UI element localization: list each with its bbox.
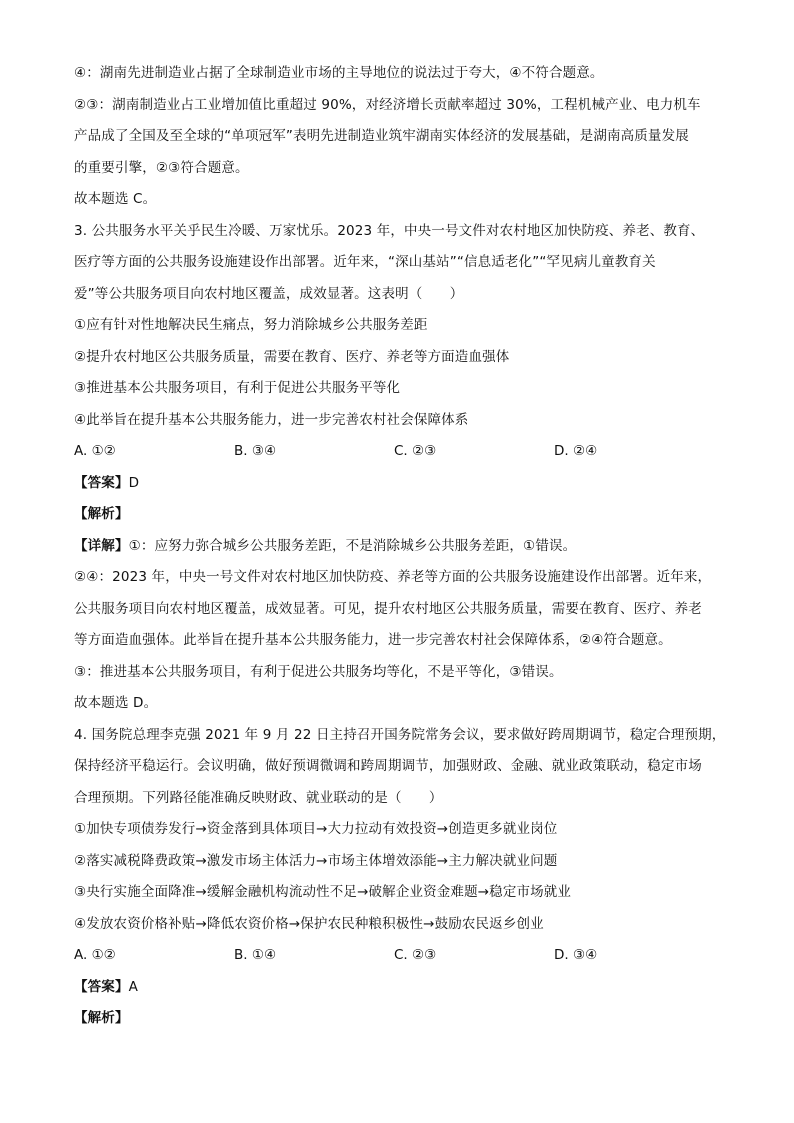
q3-detail-line-4: 等方面造血强体。此举旨在提升基本公共服务能力，进一步完善农村社会保障体系，②④符合题意。: [74, 632, 672, 648]
q3-option-c: C. ②③: [394, 443, 437, 459]
q4-statement-4: ④发放农资价格补贴→降低农资价格→保护农民种粮积极性→鼓励农民返乡创业: [74, 915, 544, 932]
q4-stem-line-3: 合理预期。下列路径能准确反映财政、就业联动的是（ ）: [74, 789, 443, 806]
q3-stem-line-3: 爱”等公共服务项目向农村地区覆盖，成效显著。这表明（ ）: [74, 285, 464, 302]
q3-conclusion: 故本题选 D。: [74, 695, 158, 711]
q4-answer-tag: 【答案】: [74, 978, 129, 995]
q4-statement-3: ③央行实施全面降准→缓解金融机构流动性不足→破解企业资金难题→稳定市场就业: [74, 884, 572, 900]
q4-stem-line-2: 保持经济平稳运行。会议明确，做好预调微调和跨周期调节，加强财政、金融、就业政策联动，稳定市场: [74, 758, 702, 774]
q4-option-d: D. ③④: [554, 947, 598, 963]
q3-statement-4: ④此举旨在提升基本公共服务能力，进一步完善农村社会保障体系: [74, 411, 469, 428]
q3-detail-text-1: ①：应努力弥合城乡公共服务差距，不是消除城乡公共服务差距，①错误。: [128, 537, 577, 554]
q3-detail-line-2: ②④：2023 年，中央一号文件对农村地区加快防疫、养老等方面的公共服务设施建设作出部署。近年来，: [74, 569, 712, 585]
q3-statement-3: ③推进基本公共服务项目，有利于促进公共服务平等化: [74, 380, 401, 396]
q3-options: [74, 436, 724, 468]
q4-answer-value: A: [128, 978, 138, 995]
q4-stem-line-1: 4. 国务院总理李克强 2021 年 9 月 22 日主持召开国务院常务会议，要求做好跨周期调节，稳定合理预期，: [74, 726, 726, 743]
q3-answer-tag: 【答案】: [74, 474, 129, 491]
q4-options: [74, 940, 724, 972]
q4-statement-2: ②落实减税降费政策→激发市场主体活力→市场主体增效添能→主力解决就业问题: [74, 852, 558, 869]
q3-detail-line-3: 公共服务项目向农村地区覆盖，成效显著。可见，提升农村地区公共服务质量，需要在教育、医疗、养老: [74, 600, 702, 617]
q4-option-b: B. ①④: [234, 947, 277, 963]
q4-analysis-tag: 【解析】: [74, 1010, 129, 1026]
q4-option-a: A. ①②: [74, 947, 116, 963]
q2-analysis-line-1: ④：湖南先进制造业占据了全球制造业市场的主导地位的说法过于夸大，④不符合题意。: [74, 65, 604, 81]
q3-statement-1: ①应有针对性地解决民生痛点，努力消除城乡公共服务差距: [74, 317, 428, 333]
q3-analysis-tag: 【解析】: [74, 506, 129, 522]
q4-answer-line: [74, 972, 724, 1004]
document-page: [74, 58, 724, 1035]
q3-detail-line-5: ③：推进基本公共服务项目，有利于促进公共服务均等化，不是平等化，③错误。: [74, 663, 563, 680]
q3-answer-line: [74, 468, 724, 500]
q3-option-d: D. ②④: [554, 443, 598, 459]
q3-detail-line-1: [74, 531, 724, 563]
q3-stem-line-1: 3. 公共服务水平关乎民生冷暖、万家忧乐。2023 年，中央一号文件对农村地区加快防疫、养老、教育、: [74, 222, 705, 239]
q3-option-b: B. ③④: [234, 443, 277, 459]
q3-stem-line-2: 医疗等方面的公共服务设施建设作出部署。近年来，“深山基站”“信息适老化”“罕见病儿童教育关: [74, 254, 656, 270]
q3-answer-value: D: [128, 474, 140, 491]
q4-option-c: C. ②③: [394, 947, 437, 963]
q3-statement-2: ②提升农村地区公共服务质量，需要在教育、医疗、养老等方面造血强体: [74, 348, 510, 365]
q2-analysis-line-3: 产品成了全国及至全球的“单项冠军”表明先进制造业筑牢湖南实体经济的发展基础，是湖南高质量发展: [74, 128, 689, 144]
q2-conclusion: 故本题选 C。: [74, 191, 157, 207]
q3-detail-tag: 【详解】: [74, 537, 129, 554]
q2-analysis-line-2: ②③：湖南制造业占工业增加值比重超过 90%，对经济增长贡献率超过 30%，工程机械产业、电力机车: [74, 96, 701, 113]
q2-analysis-line-4: 的重要引擎，②③符合题意。: [74, 159, 249, 176]
q4-statement-1: ①加快专项债券发行→资金落到具体项目→大力拉动有效投资→创造更多就业岗位: [74, 821, 558, 837]
q3-option-a: A. ①②: [74, 443, 116, 459]
